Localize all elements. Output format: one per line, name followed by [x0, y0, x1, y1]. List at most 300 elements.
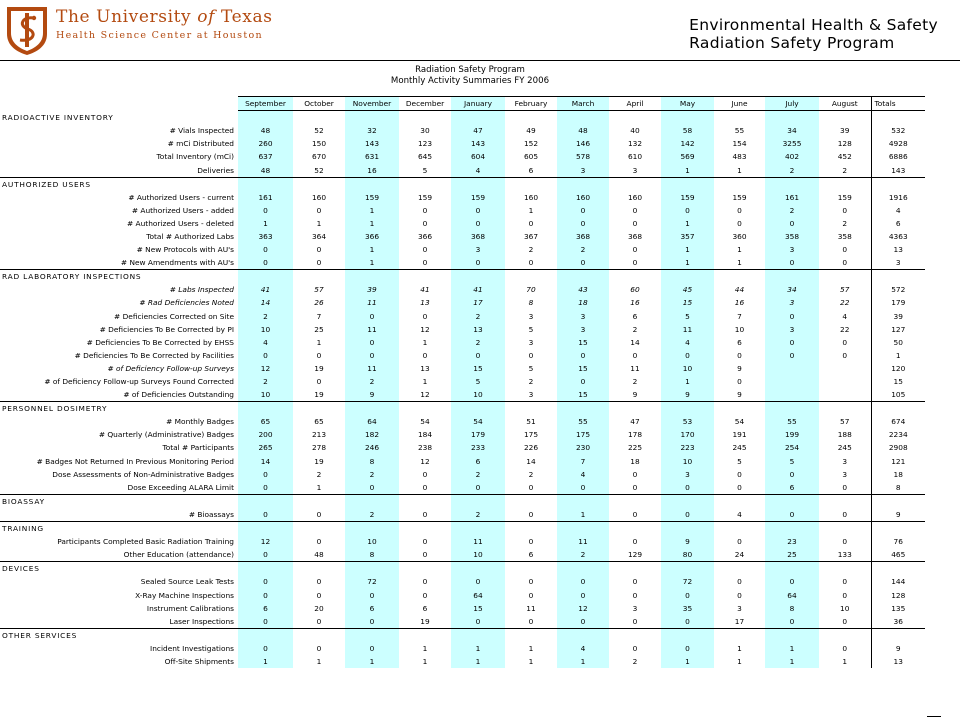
- section-cell: [661, 522, 714, 536]
- table-cell: 2: [345, 375, 399, 388]
- section-cell: [293, 628, 345, 642]
- table-cell: 14: [238, 296, 293, 309]
- table-cell: 0: [557, 204, 609, 217]
- table-cell: 0: [345, 642, 399, 655]
- table-cell: 452: [837, 152, 852, 162]
- table-cell: 0: [737, 469, 742, 479]
- table-cell: 0: [422, 218, 428, 228]
- table-cell: 123: [417, 139, 433, 149]
- table-cell: 0: [842, 616, 848, 626]
- table-cell: 260: [238, 137, 293, 150]
- section-cell: [557, 494, 609, 508]
- table-cell: 0: [842, 577, 848, 587]
- table-cell: 0: [557, 481, 609, 495]
- table-cell: 4: [661, 336, 714, 349]
- section-cell: [661, 562, 714, 576]
- table-cell: 0: [345, 481, 399, 495]
- table-cell: 133: [837, 550, 852, 560]
- row-label: # Badges Not Returned In Previous Monitoring Period: [36, 456, 234, 466]
- section-cell: [238, 111, 293, 125]
- table-cell: [765, 362, 819, 375]
- table-cell: 57: [840, 417, 850, 427]
- table-cell: 47: [630, 417, 640, 427]
- table-cell: 41: [420, 285, 430, 295]
- section-cell: [238, 522, 293, 536]
- row-total: 1: [871, 349, 925, 362]
- table-cell: 18: [557, 296, 609, 309]
- table-cell: 1: [661, 375, 714, 388]
- table-cell: 1: [528, 205, 534, 215]
- section-cell: [661, 270, 714, 284]
- section-cell: [238, 270, 293, 284]
- section-title: TRAINING: [0, 522, 238, 536]
- table-cell: 0: [632, 509, 638, 519]
- table-cell: 2: [528, 377, 534, 387]
- table-cell: 11: [345, 323, 399, 336]
- row-label: Sealed Source Leak Tests: [140, 577, 234, 587]
- section-cell: [238, 402, 293, 416]
- table-cell: 2: [316, 469, 322, 479]
- section-cell: [238, 494, 293, 508]
- page-header: [0, 0, 960, 62]
- table-cell: 34: [765, 283, 819, 296]
- table-row: [0, 349, 925, 362]
- table-cell: 2: [345, 508, 399, 522]
- section-cell: [819, 402, 871, 416]
- table-cell: 25: [765, 548, 819, 562]
- row-label: # of Deficiency Follow-up Surveys: [107, 363, 234, 373]
- table-cell: 0: [345, 349, 399, 362]
- table-cell: 15: [557, 336, 609, 349]
- table-cell: 0: [842, 258, 848, 268]
- table-cell: 402: [765, 150, 819, 163]
- section-cell: [557, 111, 609, 125]
- section-cell: [505, 562, 557, 576]
- table-cell: 0: [765, 468, 819, 481]
- table-cell: 6: [632, 311, 638, 321]
- section-cell: [505, 628, 557, 642]
- table-cell: 1: [737, 258, 742, 268]
- activity-table: [0, 96, 925, 668]
- table-cell: 14: [526, 456, 536, 466]
- table-cell: 1: [422, 643, 428, 653]
- table-cell: 2: [842, 218, 848, 228]
- table-row: [0, 602, 925, 615]
- table-row: [0, 615, 925, 629]
- table-cell: 16: [630, 298, 640, 308]
- row-total: 39: [871, 310, 925, 323]
- table-cell: 22: [840, 324, 850, 334]
- table-cell: 5: [528, 363, 534, 373]
- table-cell: 4: [451, 163, 505, 177]
- table-cell: [819, 362, 871, 375]
- table-cell: 0: [661, 204, 714, 217]
- section-header-row: [0, 628, 925, 642]
- table-row: [0, 310, 925, 323]
- table-cell: 43: [557, 283, 609, 296]
- row-total: 50: [871, 336, 925, 349]
- section-cell: [661, 494, 714, 508]
- table-cell: 3: [528, 337, 534, 347]
- table-cell: 129: [627, 550, 643, 560]
- table-cell: 0: [632, 205, 638, 215]
- month-header: February: [505, 97, 557, 111]
- table-cell: 19: [314, 390, 324, 400]
- table-cell: 0: [632, 258, 638, 268]
- section-cell: [819, 522, 871, 536]
- row-total: 6886: [871, 150, 925, 163]
- table-cell: 0: [422, 205, 428, 215]
- table-cell: 278: [311, 443, 327, 453]
- table-cell: 20: [314, 603, 324, 613]
- table-cell: 0: [316, 205, 322, 215]
- table-cell: 7: [316, 311, 322, 321]
- row-total: 127: [871, 323, 925, 336]
- table-cell: 1: [737, 643, 742, 653]
- table-cell: 0: [238, 349, 293, 362]
- table-row: [0, 362, 925, 375]
- program-title-line1: Environmental Health & Safety: [689, 16, 938, 34]
- table-cell: 0: [765, 217, 819, 230]
- table-cell: 10: [661, 455, 714, 468]
- row-label: Deliveries: [197, 165, 234, 175]
- table-cell: 223: [661, 441, 714, 454]
- row-total: 9: [871, 642, 925, 655]
- section-cell: [557, 628, 609, 642]
- table-cell: 0: [632, 218, 638, 228]
- table-cell: 132: [627, 139, 643, 149]
- table-cell: 6: [451, 455, 505, 468]
- table-cell: 160: [557, 191, 609, 204]
- row-total: 4363: [871, 230, 925, 243]
- table-cell: 2: [557, 243, 609, 256]
- section-cell: [661, 111, 714, 125]
- section-cell: [345, 522, 399, 536]
- table-cell: 10: [451, 548, 505, 562]
- section-cell: [765, 522, 819, 536]
- table-cell: 3: [765, 243, 819, 256]
- row-total: 36: [871, 615, 925, 629]
- table-cell: 57: [314, 285, 324, 295]
- table-cell: 0: [422, 577, 428, 587]
- table-cell: 0: [238, 588, 293, 601]
- table-cell: 0: [632, 616, 638, 626]
- section-cell: [609, 111, 661, 125]
- table-end-rule: [927, 716, 941, 717]
- table-cell: 159: [345, 191, 399, 204]
- university-subtitle: Health Science Center at Houston: [56, 30, 263, 41]
- table-cell: 15: [557, 388, 609, 402]
- section-cell: [399, 402, 451, 416]
- table-cell: 5: [661, 310, 714, 323]
- section-title: OTHER SERVICES: [0, 628, 238, 642]
- table-cell: 6: [737, 337, 742, 347]
- table-cell: 5: [451, 375, 505, 388]
- table-cell: 0: [557, 575, 609, 588]
- table-cell: 10: [238, 323, 293, 336]
- table-cell: 19: [314, 363, 324, 373]
- section-cell: [399, 270, 451, 284]
- section-header-row: [0, 494, 925, 508]
- section-cell: [661, 177, 714, 191]
- section-cell: [557, 177, 609, 191]
- table-cell: 2: [765, 204, 819, 217]
- table-cell: 0: [661, 588, 714, 601]
- section-cell: [451, 562, 505, 576]
- table-cell: 160: [311, 192, 327, 202]
- table-cell: 0: [316, 643, 322, 653]
- section-cell: [399, 177, 451, 191]
- row-total: 15: [871, 375, 925, 388]
- row-label: # New Protocols with AU's: [136, 245, 234, 255]
- table-row: [0, 323, 925, 336]
- table-cell: 34: [765, 124, 819, 137]
- section-cell: [293, 494, 345, 508]
- section-cell: [293, 402, 345, 416]
- table-cell: 0: [316, 590, 322, 600]
- table-cell: 0: [316, 509, 322, 519]
- table-cell: 9: [737, 390, 742, 400]
- table-cell: 0: [842, 537, 848, 547]
- table-cell: 15: [661, 296, 714, 309]
- table-cell: 0: [765, 575, 819, 588]
- row-label: # Deficiencies To Be Corrected by PI: [99, 324, 234, 334]
- table-cell: 0: [661, 481, 714, 495]
- table-cell: 154: [732, 139, 747, 149]
- table-cell: [765, 388, 819, 402]
- table-cell: 233: [451, 441, 505, 454]
- row-total: 572: [871, 283, 925, 296]
- section-cell: [765, 270, 819, 284]
- table-cell: 0: [345, 615, 399, 629]
- table-cell: 159: [451, 191, 505, 204]
- table-cell: 578: [557, 150, 609, 163]
- table-cell: 72: [661, 575, 714, 588]
- table-cell: 39: [840, 126, 850, 136]
- section-cell: [505, 494, 557, 508]
- table-cell: 11: [451, 535, 505, 548]
- table-cell: 12: [420, 456, 430, 466]
- table-cell: 0: [422, 311, 428, 321]
- table-cell: 4: [737, 509, 742, 519]
- table-cell: 0: [451, 349, 505, 362]
- table-cell: 1: [661, 163, 714, 177]
- row-label: Total # Authorized Labs: [146, 231, 234, 241]
- section-cell: [505, 402, 557, 416]
- table-cell: 30: [420, 126, 430, 136]
- table-row: [0, 468, 925, 481]
- table-cell: 2: [632, 324, 638, 334]
- table-cell: 0: [632, 590, 638, 600]
- table-row: [0, 217, 925, 230]
- table-cell: 0: [528, 509, 534, 519]
- table-cell: 245: [732, 443, 747, 453]
- table-cell: 604: [451, 150, 505, 163]
- table-cell: 48: [314, 550, 324, 560]
- table-row: [0, 535, 925, 548]
- table-cell: 48: [238, 163, 293, 177]
- table-cell: 0: [316, 577, 322, 587]
- table-cell: 363: [238, 230, 293, 243]
- table-cell: 0: [316, 350, 322, 360]
- table-cell: 483: [732, 152, 747, 162]
- section-cell: [293, 562, 345, 576]
- table-cell: 0: [528, 218, 534, 228]
- row-total: 144: [871, 575, 925, 588]
- table-cell: 25: [314, 324, 324, 334]
- table-cell: 24: [734, 550, 745, 560]
- section-cell: [238, 628, 293, 642]
- section-total-cell: [871, 494, 925, 508]
- table-cell: 13: [420, 363, 430, 373]
- table-cell: 15: [451, 602, 505, 615]
- section-cell: [609, 628, 661, 642]
- table-cell: 182: [345, 428, 399, 441]
- row-total: 76: [871, 535, 925, 548]
- table-cell: 2: [451, 310, 505, 323]
- table-cell: 1: [765, 655, 819, 668]
- table-cell: 3: [842, 456, 848, 466]
- table-cell: 0: [842, 350, 848, 360]
- table-cell: 0: [765, 508, 819, 522]
- row-label: # Rad Deficiencies Noted: [139, 298, 234, 308]
- month-header: July: [765, 97, 819, 111]
- column-header-row: [0, 97, 925, 111]
- table-cell: 19: [314, 456, 324, 466]
- month-header: December: [399, 97, 451, 111]
- table-cell: 0: [842, 245, 848, 255]
- row-total: 1916: [871, 191, 925, 204]
- table-cell: 13: [451, 323, 505, 336]
- table-cell: 1: [765, 642, 819, 655]
- table-cell: 184: [417, 430, 433, 440]
- section-cell: [557, 402, 609, 416]
- table-cell: 14: [630, 337, 640, 347]
- table-cell: 4: [557, 468, 609, 481]
- row-label: Incident Investigations: [150, 643, 234, 653]
- table-cell: 0: [842, 643, 848, 653]
- row-total: 9: [871, 508, 925, 522]
- table-cell: 0: [238, 548, 293, 562]
- row-total: 135: [871, 602, 925, 615]
- table-cell: 1: [737, 656, 742, 666]
- table-cell: 0: [316, 377, 322, 387]
- section-total-cell: [871, 270, 925, 284]
- table-cell: 0: [765, 615, 819, 629]
- table-cell: 60: [630, 285, 640, 295]
- month-header: October: [293, 97, 345, 111]
- table-cell: 52: [314, 126, 324, 136]
- table-cell: 226: [523, 443, 539, 453]
- table-cell: 213: [311, 430, 327, 440]
- table-cell: 13: [420, 298, 430, 308]
- table-cell: 6: [765, 481, 819, 495]
- report-title-block: [0, 65, 940, 87]
- section-cell: [399, 562, 451, 576]
- table-cell: 39: [345, 283, 399, 296]
- table-row: [0, 137, 925, 150]
- table-cell: 53: [661, 415, 714, 428]
- row-total: 179: [871, 296, 925, 309]
- table-cell: 3: [557, 163, 609, 177]
- table-cell: 3: [842, 469, 848, 479]
- table-cell: 0: [632, 537, 638, 547]
- table-cell: 0: [451, 256, 505, 270]
- table-cell: 360: [732, 231, 747, 241]
- table-cell: 18: [630, 456, 640, 466]
- table-cell: 1: [345, 243, 399, 256]
- table-cell: 26: [314, 298, 324, 308]
- section-cell: [345, 494, 399, 508]
- table-cell: 159: [417, 192, 433, 202]
- table-cell: 1: [345, 256, 399, 270]
- table-cell: 0: [345, 336, 399, 349]
- table-cell: 0: [842, 205, 848, 215]
- section-cell: [819, 562, 871, 576]
- table-cell: 0: [238, 575, 293, 588]
- table-cell: 637: [238, 150, 293, 163]
- report-subtitle: Monthly Activity Summaries FY 2006: [390, 76, 550, 86]
- table-cell: 2: [557, 548, 609, 562]
- table-cell: 0: [737, 350, 742, 360]
- section-cell: [399, 522, 451, 536]
- table-cell: 41: [238, 283, 293, 296]
- section-cell: [451, 402, 505, 416]
- section-header-row: [0, 177, 925, 191]
- month-header: September: [238, 97, 293, 111]
- table-cell: 48: [238, 124, 293, 137]
- table-cell: 8: [345, 455, 399, 468]
- table-cell: 54: [451, 415, 505, 428]
- section-cell: [399, 494, 451, 508]
- table-cell: 3: [557, 310, 609, 323]
- row-label: Other Education (attendance): [123, 550, 234, 560]
- table-row: [0, 655, 925, 668]
- table-row: [0, 163, 925, 177]
- table-cell: 12: [557, 602, 609, 615]
- table-cell: 357: [661, 230, 714, 243]
- table-cell: 2: [238, 310, 293, 323]
- section-cell: [765, 111, 819, 125]
- table-cell: 0: [316, 537, 322, 547]
- table-cell: 23: [765, 535, 819, 548]
- row-total: 4: [871, 204, 925, 217]
- table-cell: 40: [630, 126, 640, 136]
- table-cell: 358: [765, 230, 819, 243]
- table-cell: 10: [238, 388, 293, 402]
- table-row: [0, 481, 925, 495]
- table-cell: 8: [765, 602, 819, 615]
- section-cell: [765, 177, 819, 191]
- table-cell: 5: [528, 324, 534, 334]
- table-cell: 8: [528, 298, 534, 308]
- table-cell: 178: [627, 430, 643, 440]
- table-cell: 0: [632, 245, 638, 255]
- section-cell: [557, 270, 609, 284]
- table-row: [0, 296, 925, 309]
- table-cell: 1: [422, 377, 428, 387]
- table-row: [0, 336, 925, 349]
- row-label: # Deficiencies To Be Corrected by Facilities: [74, 350, 234, 360]
- table-cell: 128: [837, 139, 852, 149]
- row-label: Laser Inspections: [169, 616, 234, 626]
- table-cell: 179: [451, 428, 505, 441]
- table-cell: 159: [661, 191, 714, 204]
- section-title: RADIOACTIVE INVENTORY: [2, 112, 114, 122]
- row-label: Dose Exceeding ALARA Limit: [127, 482, 234, 492]
- section-cell: [714, 111, 765, 125]
- section-cell: [714, 562, 765, 576]
